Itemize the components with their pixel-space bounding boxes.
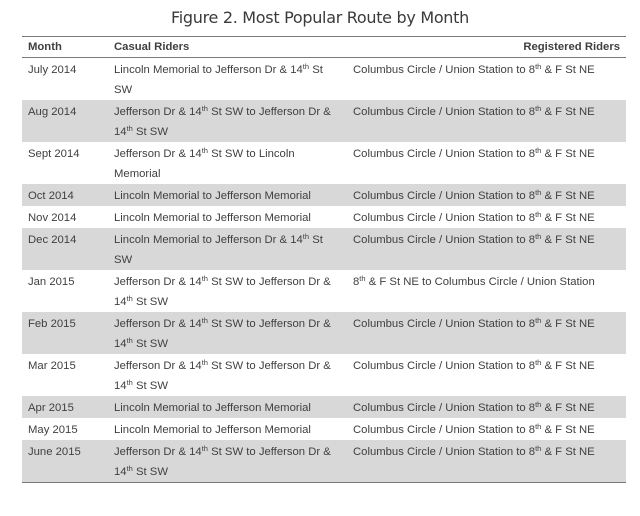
ordinal-suffix: th <box>302 62 310 71</box>
month-cell: Sept 2014 <box>28 148 80 160</box>
month-cell: July 2014 <box>28 64 77 76</box>
route-text: Jefferson Dr & 14 <box>114 360 202 372</box>
route-text: Lincoln Memorial to Jefferson Memorial <box>114 424 311 436</box>
route-text: & F St NE to Columbus Circle / Union Station <box>365 276 595 288</box>
table-row <box>22 100 626 142</box>
casual-route-cell <box>108 418 347 440</box>
table-row <box>22 184 626 206</box>
ordinal-suffix: th <box>126 378 133 387</box>
route-text: 8 <box>353 276 360 288</box>
casual-route-cell <box>108 440 347 483</box>
table-row <box>22 396 626 418</box>
ordinal-suffix: th <box>535 358 542 367</box>
route-text: & F St NE <box>541 424 595 436</box>
registered-route-cell <box>347 396 626 418</box>
casual-route-cell <box>108 312 347 354</box>
ordinal-suffix: th <box>535 210 542 219</box>
route-text: St SW <box>114 234 323 266</box>
registered-route-cell <box>347 354 626 396</box>
route-text: Lincoln Memorial to Jefferson Dr & 14 <box>114 234 303 246</box>
route-text: Columbus Circle / Union Station to 8 <box>353 318 536 330</box>
registered-route-cell <box>347 58 626 101</box>
month-cell: Jan 2015 <box>28 276 75 288</box>
route-text: Columbus Circle / Union Station to 8 <box>353 360 536 372</box>
route-text: Jefferson Dr & 14 <box>114 318 202 330</box>
route-text: St SW <box>114 64 323 96</box>
route-text: St SW <box>132 338 168 350</box>
route-text: St SW to Jefferson Dr & 14 <box>114 360 331 392</box>
month-cell: Oct 2014 <box>22 184 108 206</box>
table-body <box>22 58 626 483</box>
casual-route-cell <box>108 228 347 270</box>
route-text: & F St NE <box>541 360 595 372</box>
table-row <box>22 354 626 396</box>
route-table <box>22 36 626 483</box>
month-cell: May 2015 <box>28 424 78 436</box>
route-text: & F St NE <box>541 64 595 76</box>
route-text: Jefferson Dr & 14 <box>114 148 202 160</box>
route-text: Columbus Circle / Union Station to 8 <box>353 234 536 246</box>
table-row <box>22 440 626 483</box>
route-text: St SW <box>132 126 168 138</box>
ordinal-suffix: th <box>201 358 208 367</box>
month-cell: Feb 2015 <box>22 312 108 354</box>
header-month: Month <box>22 37 108 58</box>
route-text: Columbus Circle / Union Station to 8 <box>353 64 536 76</box>
route-text: & F St NE <box>541 234 595 246</box>
route-text: St SW to Jefferson Dr & 14 <box>114 276 331 308</box>
registered-route-cell <box>347 206 626 228</box>
ordinal-suffix: th <box>302 232 310 241</box>
route-text: Columbus Circle / Union Station to 8 <box>353 212 536 224</box>
ordinal-suffix: th <box>535 146 542 155</box>
ordinal-suffix: th <box>126 124 133 133</box>
figure-title: Figure 2. Most Popular Route by Month <box>171 8 469 27</box>
route-text: Columbus Circle / Union Station to 8 <box>353 106 536 118</box>
casual-route-cell <box>108 142 347 184</box>
header-registered-riders: Registered Riders <box>347 37 626 58</box>
route-text: Columbus Circle / Union Station to 8 <box>353 190 536 202</box>
route-text: & F St NE <box>541 190 595 202</box>
ordinal-suffix: th <box>126 294 133 303</box>
table-row <box>22 142 626 184</box>
header-casual-riders: Casual Riders <box>108 37 347 58</box>
month-cell: June 2015 <box>22 440 108 483</box>
ordinal-suffix: th <box>201 104 208 113</box>
route-text: St SW <box>132 380 168 392</box>
ordinal-suffix: th <box>535 232 542 241</box>
ordinal-suffix: th <box>535 188 542 197</box>
ordinal-suffix: th <box>201 444 208 453</box>
registered-route-cell <box>347 100 626 142</box>
ordinal-suffix: th <box>535 316 542 325</box>
registered-route-cell <box>347 440 626 483</box>
table-row <box>22 58 626 101</box>
ordinal-suffix: th <box>201 316 208 325</box>
registered-route-cell <box>347 184 626 206</box>
route-text: & F St NE <box>541 212 595 224</box>
route-text: & F St NE <box>541 402 595 414</box>
table-row <box>22 206 626 228</box>
table-row <box>22 228 626 270</box>
route-text: St SW <box>132 296 168 308</box>
route-text: Lincoln Memorial to Jefferson Memorial <box>114 402 311 414</box>
ordinal-suffix: th <box>126 336 133 345</box>
ordinal-suffix: th <box>535 104 542 113</box>
route-text: Lincoln Memorial to Jefferson Memorial <box>114 190 311 202</box>
route-text: Columbus Circle / Union Station to 8 <box>353 446 536 458</box>
casual-route-cell <box>108 396 347 418</box>
route-text: St SW to Jefferson Dr & 14 <box>114 446 331 478</box>
route-text: Columbus Circle / Union Station to 8 <box>353 402 536 414</box>
route-text: St SW to Jefferson Dr & 14 <box>114 106 331 138</box>
month-cell: Apr 2015 <box>22 396 108 418</box>
route-text: Jefferson Dr & 14 <box>114 106 202 118</box>
registered-route-cell <box>347 228 626 270</box>
month-cell: Mar 2015 <box>28 360 76 372</box>
registered-route-cell <box>347 312 626 354</box>
route-text: Columbus Circle / Union Station to 8 <box>353 424 536 436</box>
month-cell: Nov 2014 <box>28 212 77 224</box>
route-text: Jefferson Dr & 14 <box>114 276 202 288</box>
ordinal-suffix: th <box>201 146 208 155</box>
route-text: Jefferson Dr & 14 <box>114 446 202 458</box>
ordinal-suffix: th <box>359 274 366 283</box>
casual-route-cell <box>108 354 347 396</box>
table-row <box>22 312 626 354</box>
route-text: & F St NE <box>541 148 595 160</box>
ordinal-suffix: th <box>201 274 208 283</box>
table-row <box>22 270 626 312</box>
casual-route-cell <box>108 58 347 101</box>
table-row <box>22 418 626 440</box>
route-text: & F St NE <box>541 106 595 118</box>
registered-route-cell <box>347 418 626 440</box>
ordinal-suffix: th <box>126 464 133 473</box>
route-text: Columbus Circle / Union Station to 8 <box>353 148 536 160</box>
route-text: Lincoln Memorial to Jefferson Dr & 14 <box>114 64 303 76</box>
ordinal-suffix: th <box>535 422 542 431</box>
route-text: St SW <box>132 466 168 478</box>
registered-route-cell <box>347 270 626 312</box>
registered-route-cell <box>347 142 626 184</box>
route-text: & F St NE <box>541 318 595 330</box>
casual-route-cell <box>108 206 347 228</box>
route-text: St SW to Lincoln Memorial <box>114 148 295 180</box>
route-text: & F St NE <box>541 446 595 458</box>
route-text: St SW to Jefferson Dr & 14 <box>114 318 331 350</box>
casual-route-cell <box>108 100 347 142</box>
month-cell: Dec 2014 <box>22 228 108 270</box>
route-text: Lincoln Memorial to Jefferson Memorial <box>114 212 311 224</box>
ordinal-suffix: th <box>535 444 542 453</box>
ordinal-suffix: th <box>535 62 542 71</box>
ordinal-suffix: th <box>535 400 542 409</box>
table-header-row <box>22 37 626 58</box>
casual-route-cell <box>108 270 347 312</box>
casual-route-cell <box>108 184 347 206</box>
month-cell: Aug 2014 <box>22 100 108 142</box>
